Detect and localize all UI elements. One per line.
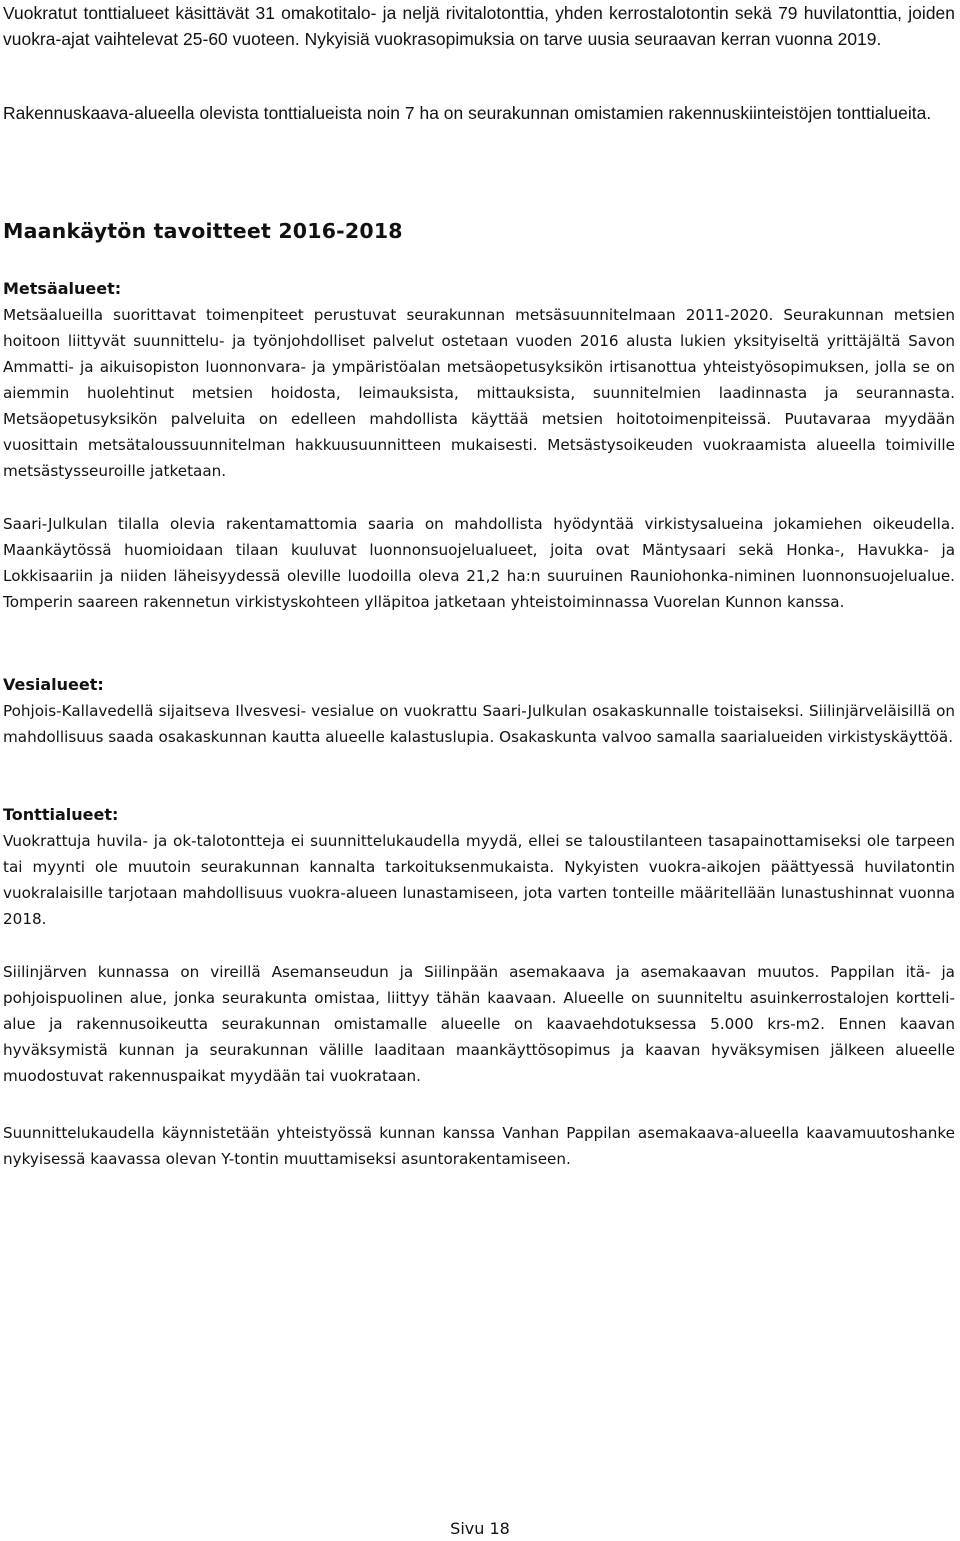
intro-paragraph-leases: Vuokratut tonttialueet käsittävät 31 omakotitalo- ja neljä rivitalotonttia, yhden kerrostalotontin sekä 79 huvilatonttia, joiden vuokra-ajat vaihtelevat 25-60 vuoteen. Nykyisiä vuokrasopimuksia on tarve uusia seuraavan kerran vuonna 2019.	[3, 3, 955, 49]
page-number: Sivu 18	[450, 1519, 510, 1538]
plots-paragraph-sales: Vuokrattuja huvila- ja ok-talotontteja ei suunnittelukaudella myydä, ellei se taloustilanteen tasapainottamiseksi ole tarpeen tai myynti ole muutoin seurakunnan kannalta tarkoituksenmukaista. Nykyisten vuokra-aikojen päättyessä huvilatontin vuokralaisille tarjotaan mahdollisuus vuokra-alueen lunastamiseen, jota varten tonteille määritellään lunastushinnat vuonna 2018.	[3, 832, 955, 928]
plots-paragraph-amendment: Suunnittelukaudella käynnistetään yhteistyössä kunnan kanssa Vanhan Pappilan asemakaava-alueella kaavamuutoshanke nykyisessä kaavassa olevan Y-tontin muuttamiseksi asuntorakentamiseen.	[3, 1124, 955, 1168]
water-paragraph: Pohjois-Kallavedellä sijaitseva Ilvesvesi- vesialue on vuokrattu Saari-Julkulan osakaskunnalle toistaiseksi. Siilinjärveläisillä on mahdollisuus saada osakaskunnan kautta alueelle kalastuslupia. Osakaskunta valvoo samalla saarialueiden virkistyskäyttöä.	[3, 702, 955, 746]
plots-paragraph-zoning: Siilinjärven kunnassa on vireillä Asemanseudun ja Siilinpään asemakaava ja asemakaavan muutos. Pappilan itä- ja pohjoispuolinen alue, jonka seurakunta omistaa, liittyy tähän kaavaan. Alueelle on suunniteltu asuinkerrostalojen korttelialue ja rakennusoikeutta seurakunnan omistamalle alueelle on kaavaehdotuksessa 5.000 krs-m2. Ennen kaavan hyväksymistä kunnan ja seurakunnan välille laaditaan maankäyttösopimus ja kaavan hyväksymisen jälkeen alueelle muodostuvat rakennuspaikat myydään tai vuokrataan.	[3, 963, 955, 1085]
water-heading: Vesialueet:	[3, 675, 104, 694]
forest-heading: Metsäalueet:	[3, 279, 122, 298]
intro-paragraph-plot-area: Rakennuskaava-alueella olevista tonttialueista noin 7 ha on seurakunnan omistamien rakennuskiinteistöjen tonttialueita.	[3, 103, 932, 123]
forest-paragraph-management: Metsäalueilla suorittavat toimenpiteet perustuvat seurakunnan metsäsuunnitelmaan 2011-2020. Seurakunnan metsien hoitoon liittyvät suunnittelu- ja työnjohdolliset palvelut ostetaan vuoden 2016 alusta lukien yksityiseltä yrittäjältä Savon Ammatti- ja aikuisopiston luonnonvara- ja ympäristöalan metsäopetusyksikön irtisanottua yhteistyösopimuksen, jolla se on aiemmin huolehtinut metsien hoidosta, leimauksista, mittauksista, suunnitelmien laadinnasta ja seurannasta. Metsäopetusyksikön palveluita on edelleen mahdollista käyttää metsien hoitotoimenpiteissä. Puutavaraa myydään vuosittain metsätaloussuunnitelman hakkuusuunnitteen mukaisesti. Metsästysoikeuden vuokraamista alueella toimiville metsästysseuroille jatketaan.	[3, 306, 955, 480]
forest-paragraph-recreation: Saari-Julkulan tilalla olevia rakentamattomia saaria on mahdollista hyödyntää virkistysalueina jokamiehen oikeudella. Maankäytössä huomioidaan tilaan kuuluvat luonnonsuojelualueet, joita ovat Mäntysaari sekä Honka-, Havukka- ja Lokkisaariin ja niiden läheisyydessä oleville luodoilla oleva 21,2 ha:n suuruinen Rauniohonka-niminen luonnonsuojelualue. Tomperin saareen rakennetun virkistyskohteen ylläpitoa jatketaan yhteistoiminnassa Vuorelan Kunnon kanssa.	[3, 515, 955, 611]
plots-heading: Tonttialueet:	[3, 805, 119, 824]
section-title: Maankäytön tavoitteet 2016-2018	[3, 219, 403, 243]
